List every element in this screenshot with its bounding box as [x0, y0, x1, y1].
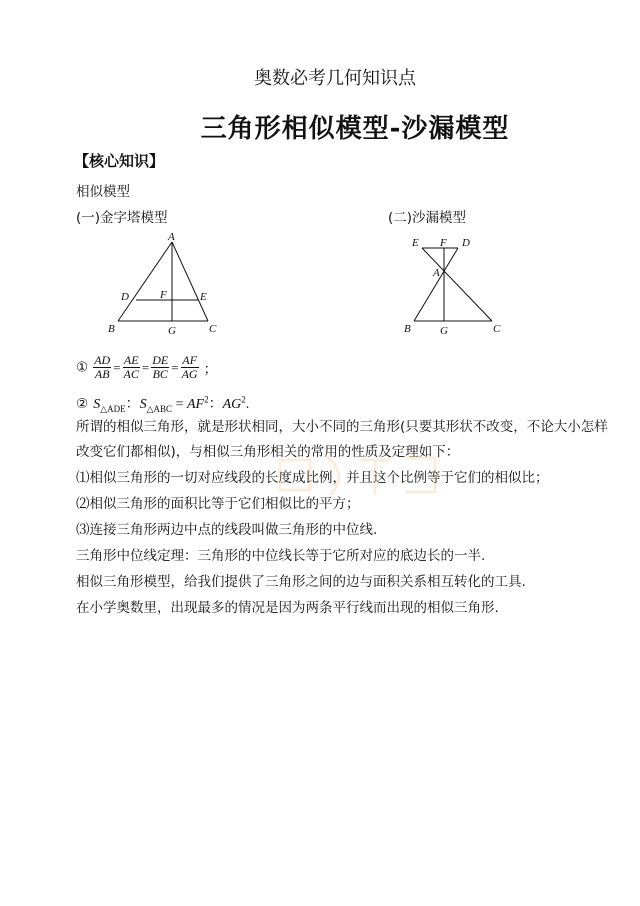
line-db [414, 248, 458, 321]
line-ec [422, 248, 492, 321]
fraction [123, 354, 140, 381]
equals-sign: = [113, 359, 121, 375]
paragraph-conclusion: 在小学奥数里，出现最多的情况是因为两条平行线而出现的相似三角形. [76, 600, 499, 616]
point-f: F [440, 237, 447, 249]
equals-sign: = [171, 359, 179, 375]
ratio-colon: ： [125, 397, 140, 412]
point-c: C [209, 323, 217, 335]
models-heading: 相似模型 [76, 184, 130, 200]
denominator: AG [181, 367, 198, 381]
fraction [181, 354, 199, 381]
area-symbol: S [139, 397, 147, 412]
exponent: 2 [241, 394, 246, 405]
formula-marker: ② [76, 396, 89, 412]
point-c: C [493, 323, 501, 335]
point-b: B [404, 323, 411, 335]
section-label: 【核心知识】 [74, 152, 165, 170]
page-title: 三角形相似模型-沙漏模型 [200, 114, 510, 144]
fraction [93, 354, 111, 381]
numerator: AE [123, 353, 139, 367]
hourglass-diagram [400, 228, 515, 340]
point-g: G [440, 325, 448, 337]
point-a: A [168, 231, 175, 243]
watermark-logo [270, 440, 450, 510]
point-b: B [108, 323, 115, 335]
formula-ratios [76, 354, 217, 384]
numerator: AF [182, 353, 197, 367]
formula-end: ； [203, 361, 218, 378]
denominator: BC [152, 367, 168, 381]
equals-sign: = [141, 359, 150, 375]
property-2: ⑵相似三角形的面积比等于它们相似比的平方； [76, 496, 360, 512]
point-e: E [200, 291, 207, 303]
paragraph-tool: 相似三角形模型，给我们提供了三角形之间的边与面积关系相互转化的工具. [76, 574, 526, 590]
document-subtitle: 奥数必考几何知识点 [254, 68, 416, 89]
side-ac [172, 242, 208, 321]
ratio-colon: ： [208, 397, 223, 412]
segment-af: AF [186, 397, 205, 412]
denominator: AB [94, 367, 110, 381]
point-d: D [121, 291, 129, 303]
pyramid-model-label: (一)金字塔模型 [76, 210, 168, 226]
numerator: AD [94, 353, 111, 367]
hourglass-model-label: (二)沙漏模型 [388, 210, 467, 226]
pyramid-diagram [100, 228, 230, 340]
triangle-ade: △ADE [100, 403, 126, 414]
exponent: 2 [204, 394, 209, 405]
formula-area-ratio [76, 393, 249, 415]
equals-sign: = [175, 397, 184, 412]
area-symbol: S [93, 397, 101, 412]
fraction [151, 354, 169, 381]
point-d: D [462, 237, 470, 249]
formula-end: . [245, 397, 250, 412]
numerator: DE [152, 353, 169, 367]
formula-marker: ① [76, 359, 89, 376]
triangle-abc: △ABC [146, 403, 173, 414]
paragraph-intro: 所谓的相似三角形，就是形状相同，大小不同的三角形(只要其形状不改变，不论大小怎样改变它们都相似)，与相似三角形相关的常用的性质及定理如下： [76, 419, 608, 460]
point-f: F [160, 289, 167, 301]
midline-theorem: 三角形中位线定理：三角形的中位线长等于它所对应的底边长的一半. [76, 548, 486, 564]
point-e: E [412, 237, 419, 249]
property-3: ⑶连接三角形两边中点的线段叫做三角形的中位线. [76, 522, 378, 538]
point-a: A [433, 267, 440, 279]
segment-ag: AG [222, 397, 242, 412]
denominator: AC [123, 367, 139, 381]
side-ab [118, 242, 172, 321]
point-g: G [168, 325, 176, 337]
property-1: ⑴相似三角形的一切对应线段的长度成比例，并且这个比例等于它们的相似比； [76, 470, 549, 486]
